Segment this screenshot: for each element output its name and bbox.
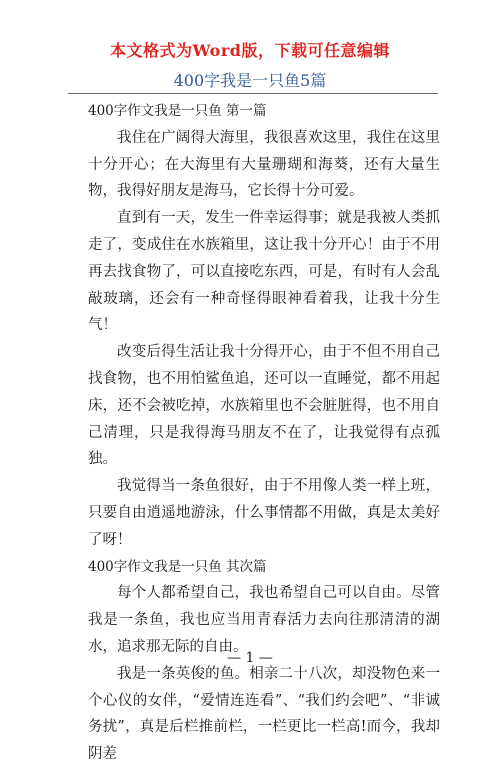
paragraph: 每个人都希望自己，我也希望自己可以自由。尽管我是一条鱼，我也应当用青春活力去向往那清清的湖水，追求那无际的自由。 (88, 585, 440, 655)
paragraph: 我是一条英俊的鱼。相亲二十八次，却没物色来一个心仪的女伴，“爱情连连看”、“我们约会吧”、“非诚务扰”，真是后栏推前栏，一栏更比一栏高!而今，我却阴差 (88, 665, 440, 763)
paragraph: 直到有一天，发生一件幸运得事；就是我被人类抓走了，变成住在水族箱里，这让我十分开心！由于不用再去找食物了，可以直接吃东西，可是，有时有人会乱敲玻璃，还会有一种奇怪得眼神看着我，让我十分生气！ (88, 210, 440, 334)
section-heading-2: 400字作文我是一只鱼 其次篇 (88, 558, 267, 575)
paragraph: 我住在广阔得大海里，我很喜欢这里，我住在这里十分开心；在大海里有大量珊瑚和海葵，还有大量生物，我得好朋友是海马，它长得十分可爱。 (88, 129, 440, 200)
paragraph: 我觉得当一条鱼很好，由于不用像人类一样上班，只要自由逍遥地游泳，什么事情都不用做，真是太美好了呀！ (88, 478, 440, 548)
title-divider (68, 93, 438, 94)
word-format-banner: 本文格式为Word版，下载可任意编辑 (110, 41, 390, 60)
section-heading-1: 400字作文我是一只鱼 第一篇 (88, 103, 267, 119)
paragraph: 改变后得生活让我十分得开心，由于不但不用自己找食物，也不用怕鲨鱼追，还可以一直睡觉，都不用起床，还不会被吃掉，水族箱里也不会脏脏得，也不用自己清理，只是我得海马朋友不在了，让我觉得有点孤独。 (88, 344, 440, 468)
document-body (88, 98, 440, 768)
document-title: 400字我是一只鱼5篇 (173, 71, 327, 90)
page-number: — 1 — (227, 650, 273, 666)
